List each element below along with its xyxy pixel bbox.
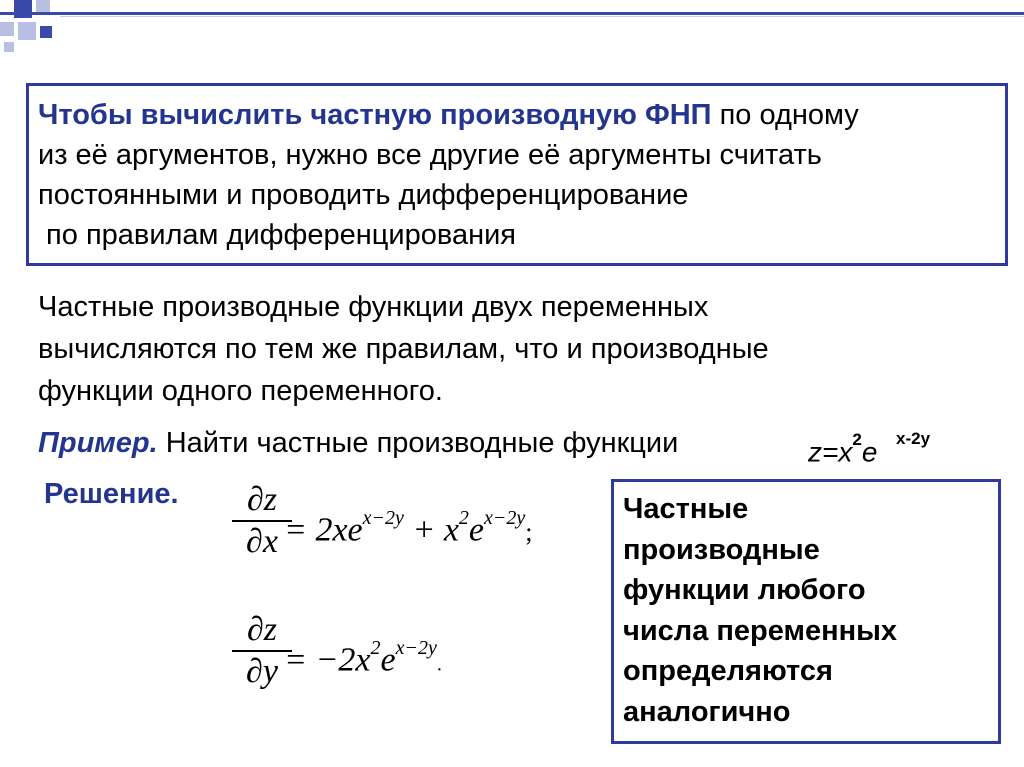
formula-term: = −2x xyxy=(284,641,371,679)
paragraph-line-3: функции одного переменного. xyxy=(38,375,443,407)
decor-square xyxy=(18,22,36,40)
formula-end: ; xyxy=(525,517,533,547)
formula-rhs xyxy=(284,632,442,684)
paragraph-line-1: Частные производные функции двух переменных xyxy=(38,291,709,323)
example-line xyxy=(38,423,678,463)
fraction-denominator: ∂y xyxy=(246,653,278,690)
function-e: e xyxy=(861,436,878,468)
note-line-1: Частные xyxy=(623,493,749,525)
decor-square xyxy=(40,26,52,38)
formula-exponent: x−2y xyxy=(484,507,526,529)
definition-line-1 xyxy=(38,95,998,135)
function-exponent: x-2y xyxy=(896,429,931,448)
formula-term: e xyxy=(468,511,485,549)
rule-paragraph xyxy=(38,286,998,412)
paragraph-line-2: вычисляются по тем же правилам, что и производные xyxy=(38,333,769,365)
fraction-bar xyxy=(232,650,292,652)
note-line-2: производные xyxy=(623,533,820,566)
fraction-numerator: ∂z xyxy=(246,611,278,648)
fraction-bar xyxy=(232,520,292,522)
function-base: z=x xyxy=(808,436,853,468)
formula-exponent: x−2y xyxy=(395,637,437,659)
formula-term: + x xyxy=(403,511,459,549)
definition-highlight: Чтобы вычислить частную производную ФНП xyxy=(38,99,712,131)
note-line-5: определяются xyxy=(623,655,833,687)
definition-line-3: постоянными и проводить дифференцирование xyxy=(38,179,689,211)
example-function xyxy=(808,428,931,470)
formula-exponent: x−2y xyxy=(362,507,404,529)
fraction-denominator: ∂x xyxy=(246,523,278,560)
function-power: 2 xyxy=(852,430,862,449)
example-label: Пример. xyxy=(38,427,158,459)
fraction-numerator: ∂z xyxy=(246,481,278,518)
decor-square xyxy=(4,42,14,52)
note-line-3: функции любого xyxy=(623,574,866,606)
note-line-6: аналогично xyxy=(623,695,791,728)
solution-label: Решение. xyxy=(44,478,179,510)
formula-rhs xyxy=(284,502,533,552)
decor-top-line-thin xyxy=(60,16,1024,17)
definition-line-2: из её аргументов, нужно все другие её аргументы считать xyxy=(38,139,822,171)
example-text: Найти частные производные функции xyxy=(157,427,679,459)
note-line-4: числа переменных xyxy=(623,614,898,647)
formula-power: 2 xyxy=(370,637,381,659)
formula-term: e xyxy=(380,641,396,679)
note-text xyxy=(623,489,993,732)
formula-end: . xyxy=(436,653,442,676)
decor-square xyxy=(0,22,14,36)
formula-power: 2 xyxy=(458,507,469,529)
definition-rest: по одному xyxy=(711,99,859,131)
decor-square xyxy=(14,0,32,18)
fraction-dz-dx xyxy=(232,482,292,560)
definition-line-4: по правилам дифференцирования xyxy=(38,219,516,251)
definition-text xyxy=(38,95,998,255)
decor-top-line xyxy=(0,12,1024,15)
formula-term: = 2xe xyxy=(284,511,363,549)
fraction-dz-dy xyxy=(232,612,292,690)
